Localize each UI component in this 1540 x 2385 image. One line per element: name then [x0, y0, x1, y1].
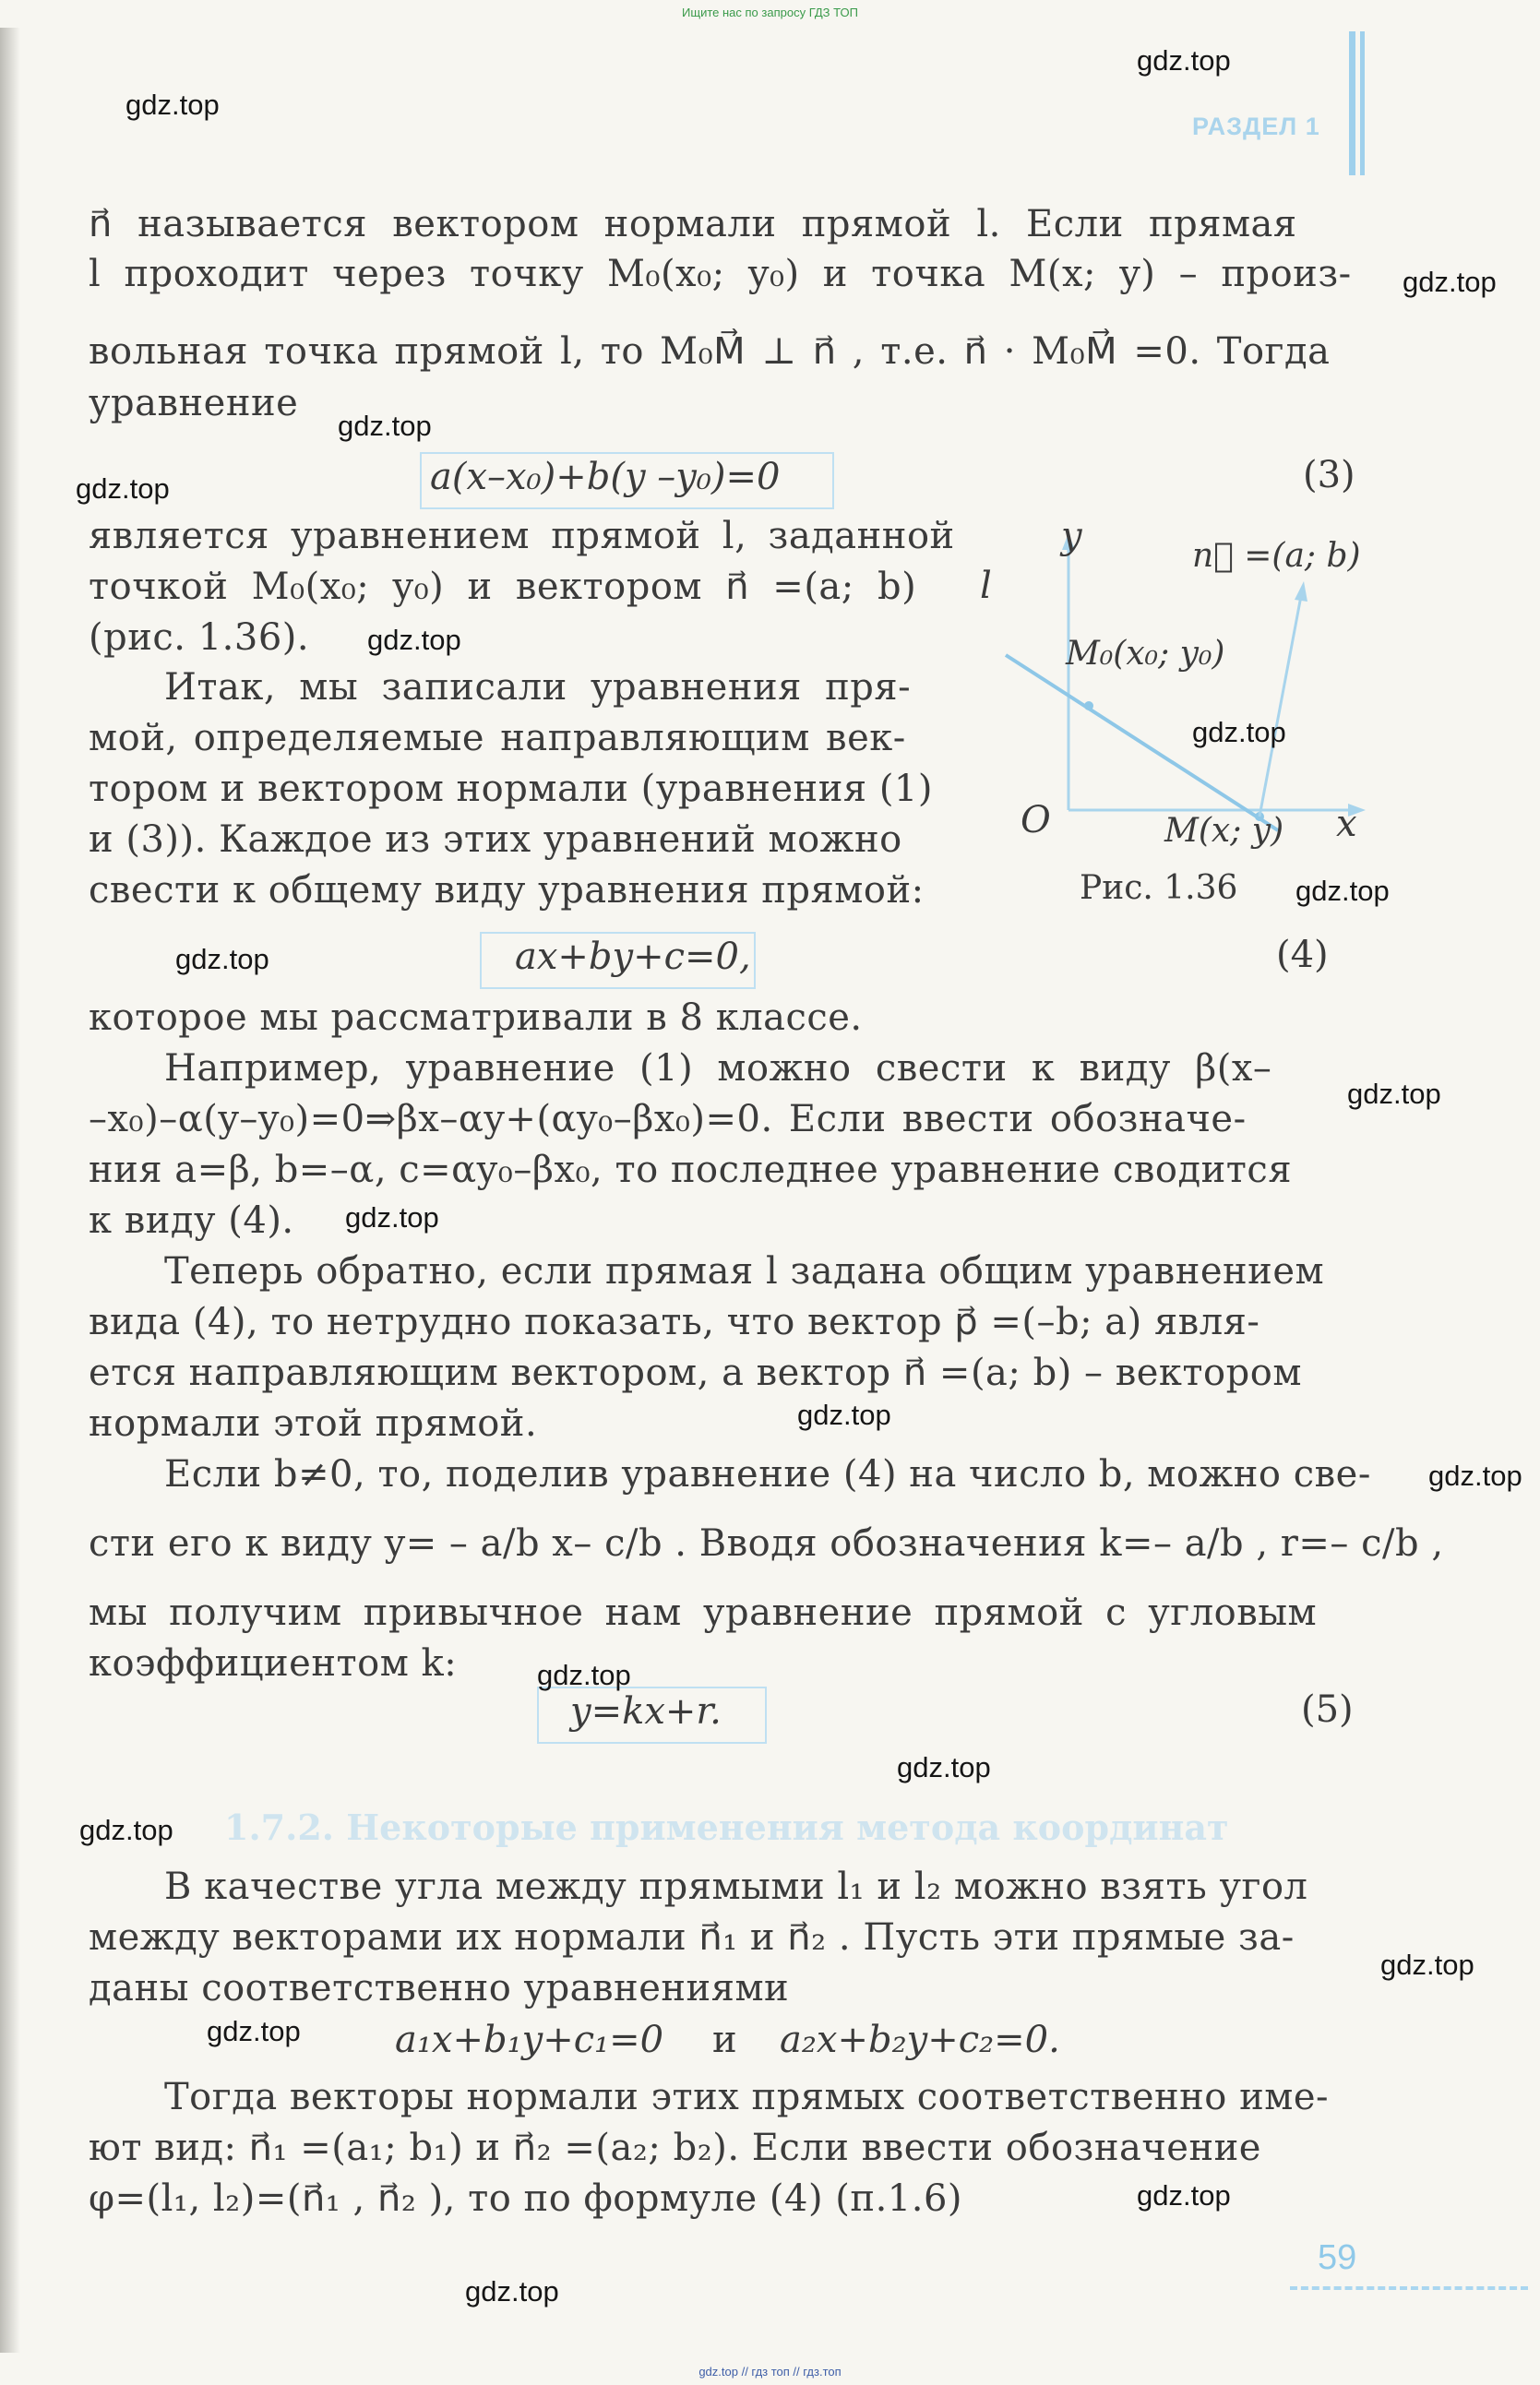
- top-banner: Ищите нас по запросу ГДЗ ТОП: [682, 6, 858, 19]
- figure-m-label: M(x; y): [1164, 812, 1284, 850]
- text-line: сти его к виду y= – a/b x– c/b . Вводя обозначения k=– a/b , r=– c/b ,: [89, 1522, 1444, 1565]
- watermark: gdz.top: [125, 89, 220, 121]
- text-line: ют вид: n⃗₁ =(a₁; b₁) и n⃗₂ =(a₂; b₂). Если ввести обозначение: [89, 2127, 1261, 2169]
- watermark: gdz.top: [797, 1399, 891, 1431]
- text-line: вольная точка прямой l, то M₀M⃗ ⊥ n⃗ , т.е. n⃗ · M₀M⃗ =0. Тогда: [89, 330, 1331, 373]
- watermark: gdz.top: [1403, 266, 1497, 298]
- figure-line-label: l: [980, 565, 992, 607]
- watermark: gdz.top: [338, 410, 432, 442]
- watermark: gdz.top: [537, 1659, 631, 1691]
- watermark: gdz.top: [345, 1201, 439, 1234]
- text-line: Тогда векторы нормали этих прямых соответственно име-: [164, 2076, 1330, 2118]
- text-line: мы получим привычное нам уравнение прямой с угловым: [89, 1592, 1318, 1634]
- watermark: gdz.top: [1347, 1078, 1441, 1110]
- equation-pair-left: a₁x+b₁y+c₁=0: [395, 2019, 664, 2061]
- text-line: точкой M₀(x₀; y₀) и вектором n⃗ =(a; b): [89, 566, 917, 608]
- section-marker-bar: [1360, 31, 1365, 175]
- text-line: вида (4), то нетрудно показать, что вектор p⃗ =(–b; a) явля-: [89, 1301, 1260, 1343]
- figure-caption: Рис. 1.36: [1080, 869, 1238, 907]
- text-line: свести к общему виду уравнения прямой:: [89, 869, 925, 912]
- watermark: gdz.top: [1137, 2179, 1231, 2212]
- watermark: gdz.top: [175, 943, 269, 975]
- text-line: Например, уравнение (1) можно свести к виду β(x–: [164, 1047, 1272, 1090]
- normal-vector-arrow-icon: [1295, 581, 1307, 602]
- bottom-banner: gdz.top // гдз топ // гдз.топ: [698, 2365, 842, 2379]
- watermark: gdz.top: [1380, 1949, 1474, 1981]
- text-line: Итак, мы записали уравнения пря-: [164, 666, 912, 709]
- figure-origin-label: O: [1021, 799, 1051, 841]
- figure-x-label: x: [1336, 803, 1357, 845]
- normal-vector-line: [1259, 596, 1301, 817]
- text-line: l проходит через точку M₀(x₀; y₀) и точка M(x; y) – произ-: [89, 253, 1352, 295]
- text-line: даны соответственно уравнениями: [89, 1967, 790, 2009]
- text-line: Если b≠0, то, поделив уравнение (4) на число b, можно све-: [164, 1453, 1371, 1496]
- text-line: φ=(l₁, l₂)=(n⃗₁ , n⃗₂ ), то по формуле (4) (п.1.6): [89, 2177, 963, 2220]
- text-line: которое мы рассматривали в 8 классе.: [89, 996, 863, 1039]
- watermark: gdz.top: [1295, 875, 1390, 907]
- watermark: gdz.top: [367, 624, 461, 656]
- figure-m0-label: M₀(x₀; y₀): [1066, 635, 1225, 673]
- watermark: gdz.top: [1137, 44, 1231, 77]
- text-line: к виду (4).: [89, 1199, 294, 1242]
- page-number: 59: [1318, 2238, 1357, 2277]
- section-label: РАЗДЕЛ 1: [1192, 113, 1320, 140]
- equation-4: ax+by+c=0,: [515, 936, 751, 978]
- text-line: –x₀)–α(y–y₀)=0⇒βx–αy+(αy₀–βx₀)=0. Если ввести обозначе-: [89, 1098, 1247, 1140]
- text-line: ния a=β, b=–α, c=αy₀–βx₀, то последнее уравнение сводится: [89, 1149, 1293, 1191]
- text-line: уравнение: [89, 382, 299, 424]
- section-marker-bar: [1349, 31, 1355, 175]
- text-line: между векторами их нормали n⃗₁ и n⃗₂ . Пусть эти прямые за-: [89, 1916, 1295, 1959]
- watermark: gdz.top: [1428, 1460, 1522, 1492]
- equation-number: (5): [1301, 1688, 1354, 1731]
- text-line: ется направляющим вектором, а вектор n⃗ =(a; b) – вектором: [89, 1352, 1302, 1394]
- equation-pair-and: и: [712, 2019, 737, 2061]
- text-line: и (3)). Каждое из этих уравнений можно: [89, 818, 902, 861]
- text-line: коэффициентом k:: [89, 1642, 458, 1685]
- figure-normal-label: n⃗ =(a; b): [1192, 537, 1361, 575]
- text-line: мой, определяемые направляющим век-: [89, 717, 906, 759]
- watermark: gdz.top: [79, 1814, 173, 1846]
- watermark: gdz.top: [76, 472, 170, 505]
- text-line: n⃗ называется вектором нормали прямой l. Если прямая: [89, 203, 1297, 245]
- equation-3: a(x–x₀)+b(y –y₀)=0: [430, 456, 781, 498]
- subsection-title: 1.7.2. Некоторые применения метода координат: [224, 1807, 1229, 1848]
- point-m0: [1084, 701, 1093, 710]
- page-number-dash-rule: [1290, 2286, 1528, 2290]
- text-line: нормали этой прямой.: [89, 1402, 538, 1445]
- watermark: gdz.top: [207, 2015, 301, 2047]
- equation-number: (3): [1303, 454, 1355, 496]
- text-line: тором и вектором нормали (уравнения (1): [89, 768, 933, 810]
- text-line: является уравнением прямой l, заданной: [89, 515, 955, 557]
- text-line: (рис. 1.36).: [89, 616, 310, 659]
- equation-5: y=kx+r.: [570, 1690, 722, 1733]
- watermark: gdz.top: [465, 2275, 559, 2307]
- equation-pair-right: a₂x+b₂y+c₂=0.: [780, 2019, 1060, 2061]
- text-line: Теперь обратно, если прямая l задана общим уравнением: [164, 1250, 1325, 1293]
- text-line: В качестве угла между прямыми l₁ и l₂ можно взять угол: [164, 1866, 1308, 1908]
- watermark: gdz.top: [897, 1751, 991, 1783]
- figure-y-label: y: [1061, 515, 1082, 557]
- equation-number: (4): [1276, 934, 1329, 976]
- watermark: gdz.top: [1192, 716, 1286, 748]
- page-fold-shadow: [0, 28, 20, 2353]
